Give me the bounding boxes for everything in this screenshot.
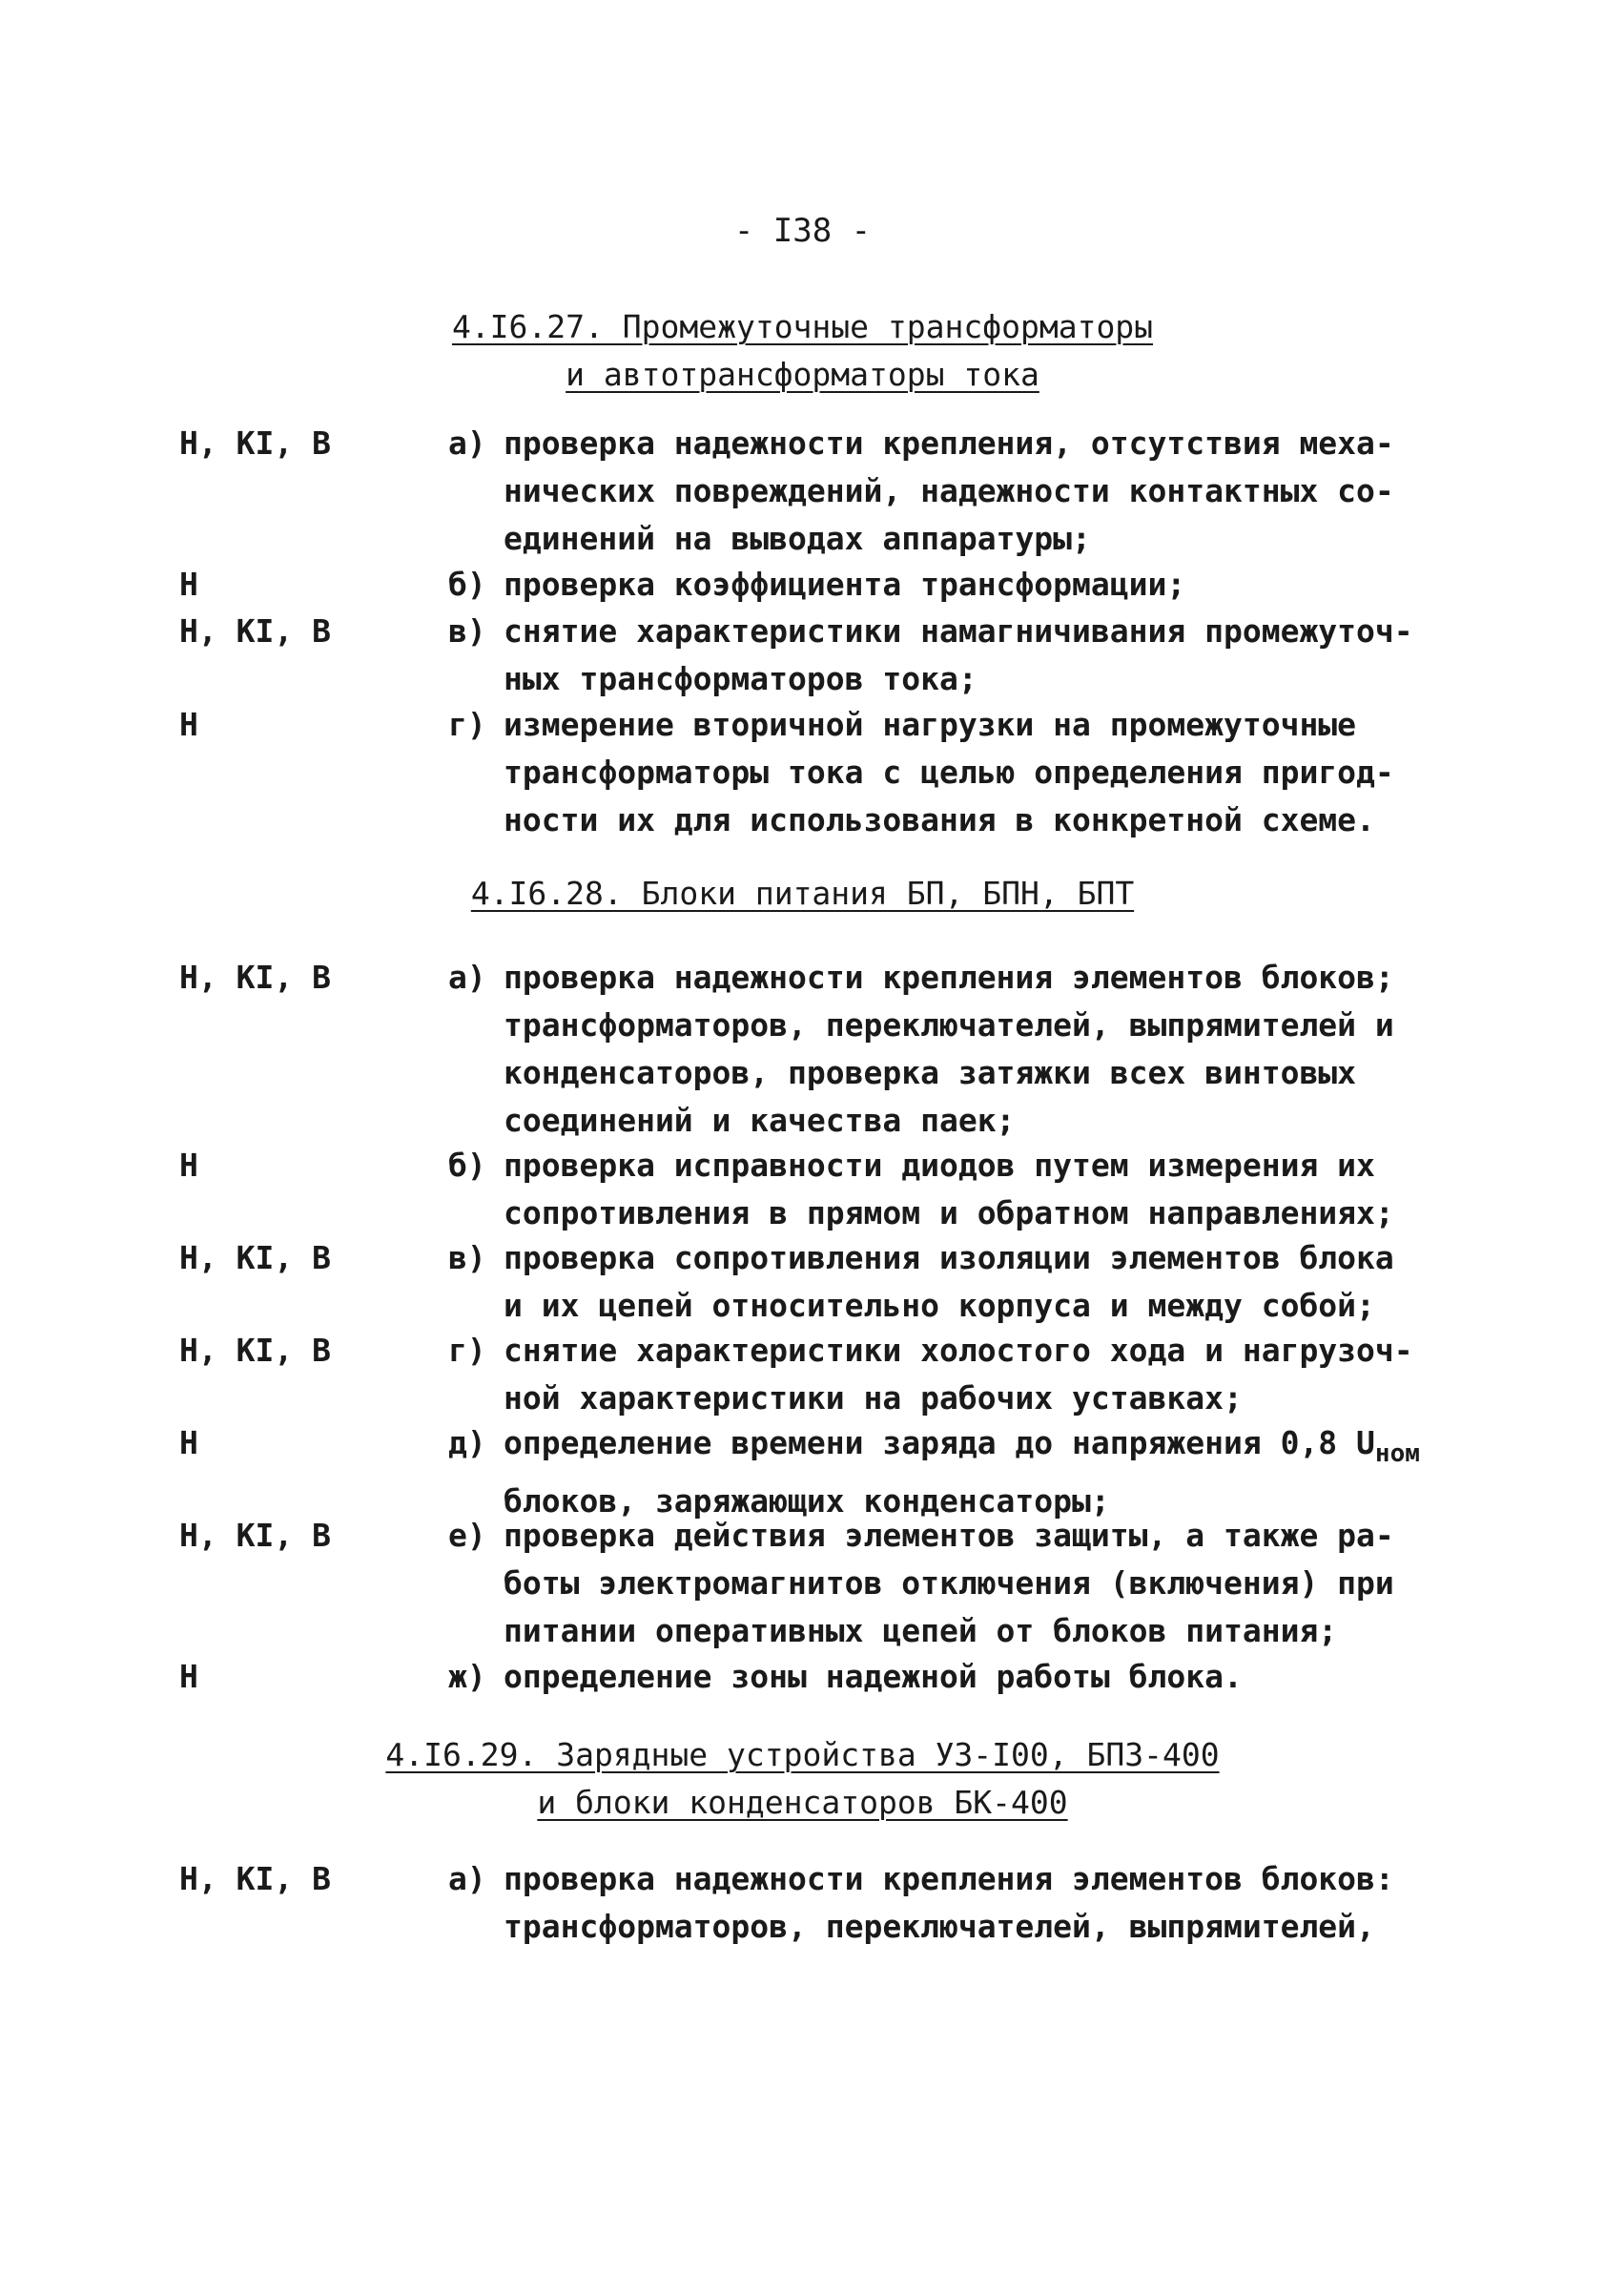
text-line: проверка надежности крепления элементов блоков;: [504, 959, 1394, 996]
item-codes: Н, КI, В: [179, 959, 331, 996]
item-codes: Н, КI, В: [179, 424, 331, 462]
item-codes: Н: [179, 1658, 198, 1695]
text-line: боты электромагнитов отключения (включения) при: [504, 1564, 1394, 1602]
text-line: определение зоны надежной работы блока.: [504, 1658, 1243, 1695]
text-line: единений на выводах аппаратуры;: [504, 520, 1091, 557]
section-heading-4-16-29: [0, 1731, 1605, 1827]
text-line: и их цепей относительно корпуса и между собой;: [504, 1287, 1375, 1324]
item-text: [504, 561, 1448, 609]
item-text: [504, 420, 1448, 563]
item-text: [504, 1855, 1448, 1951]
text-line: [504, 1419, 1448, 1478]
item-label: а): [448, 959, 486, 996]
item-label: а): [448, 424, 486, 462]
item-label: а): [448, 1860, 486, 1897]
item-label: в): [448, 612, 486, 650]
text-line: проверка коэффициента трансформации;: [504, 566, 1186, 603]
item-label: б): [448, 566, 486, 603]
heading-line: 4.I6.29. Зарядные устройства УЗ-I00, БПЗ-400: [385, 1736, 1220, 1773]
item-codes: Н, КI, В: [179, 1239, 331, 1276]
item-codes: Н, КI, В: [179, 1332, 331, 1369]
text-fragment: определение времени заряда до напряжения 0,8 U: [504, 1424, 1375, 1461]
item-codes: Н: [179, 706, 198, 743]
heading-line: и автотрансформаторы тока: [566, 356, 1039, 393]
item-text: [504, 701, 1448, 844]
text-line: трансформаторов, переключателей, выпрямителей,: [504, 1908, 1375, 1945]
text-line: проверка сопротивления изоляции элементов блока: [504, 1239, 1394, 1276]
item-text: [504, 954, 1448, 1145]
text-line: соединений и качества паек;: [504, 1102, 1016, 1139]
item-codes: Н, КI, В: [179, 612, 331, 650]
item-text: [504, 1512, 1448, 1655]
text-line: ности их для использования в конкретной схеме.: [504, 801, 1375, 838]
text-line: снятие характеристики холостого хода и нагрузоч-: [504, 1332, 1413, 1369]
item-text: [504, 1142, 1448, 1237]
heading-line: 4.I6.27. Промежуточные трансформаторы: [451, 308, 1154, 345]
item-label: д): [448, 1424, 486, 1461]
item-text: [504, 1234, 1448, 1330]
text-line: нических повреждений, надежности контактных со-: [504, 472, 1394, 509]
text-line: трансформаторов, переключателей, выпрямителей и: [504, 1006, 1394, 1044]
item-label: г): [448, 1332, 486, 1369]
text-line: ных трансформаторов тока;: [504, 660, 977, 697]
text-line: питании оперативных цепей от блоков питания;: [504, 1612, 1338, 1649]
text-line: проверка надежности крепления элементов блоков:: [504, 1860, 1394, 1897]
item-label: е): [448, 1517, 486, 1554]
item-label: ж): [448, 1658, 486, 1695]
heading-line: 4.I6.28. Блоки питания БП, БПН, БПТ: [470, 875, 1135, 912]
text-line: ной характеристики на рабочих уставках;: [504, 1379, 1243, 1417]
text-line: блоков, заряжающих конденсаторы;: [504, 1482, 1110, 1520]
text-line: проверка действия элементов защиты, а также ра-: [504, 1517, 1394, 1554]
item-text: [504, 608, 1448, 703]
item-codes: Н: [179, 1147, 198, 1184]
text-line: сопротивления в прямом и обратном направлениях;: [504, 1194, 1394, 1231]
subscript-nom: ном: [1374, 1439, 1420, 1468]
item-codes: Н: [179, 566, 198, 603]
text-line: измерение вторичной нагрузки на промежуточные: [504, 706, 1357, 743]
item-text: [504, 1419, 1448, 1525]
item-text: [504, 1653, 1448, 1701]
item-codes: Н: [179, 1424, 198, 1461]
text-line: снятие характеристики намагничивания промежуточ-: [504, 612, 1413, 650]
text-line: проверка исправности диодов путем измерения их: [504, 1147, 1375, 1184]
section-heading-4-16-28: [0, 870, 1605, 918]
section-heading-4-16-27: [0, 303, 1605, 399]
text-line: конденсаторов, проверка затяжки всех винтовых: [504, 1054, 1357, 1091]
item-text: [504, 1327, 1448, 1422]
text-line: трансформаторы тока с целью определения пригод-: [504, 754, 1394, 791]
item-codes: Н, КI, В: [179, 1860, 331, 1897]
text-line: проверка надежности крепления, отсутствия меха-: [504, 424, 1394, 462]
heading-line: и блоки конденсаторов БК-400: [537, 1784, 1068, 1821]
item-label: в): [448, 1239, 486, 1276]
item-codes: Н, КI, В: [179, 1517, 331, 1554]
item-label: г): [448, 706, 486, 743]
page-number: - I38 -: [733, 212, 872, 250]
item-label: б): [448, 1147, 486, 1184]
